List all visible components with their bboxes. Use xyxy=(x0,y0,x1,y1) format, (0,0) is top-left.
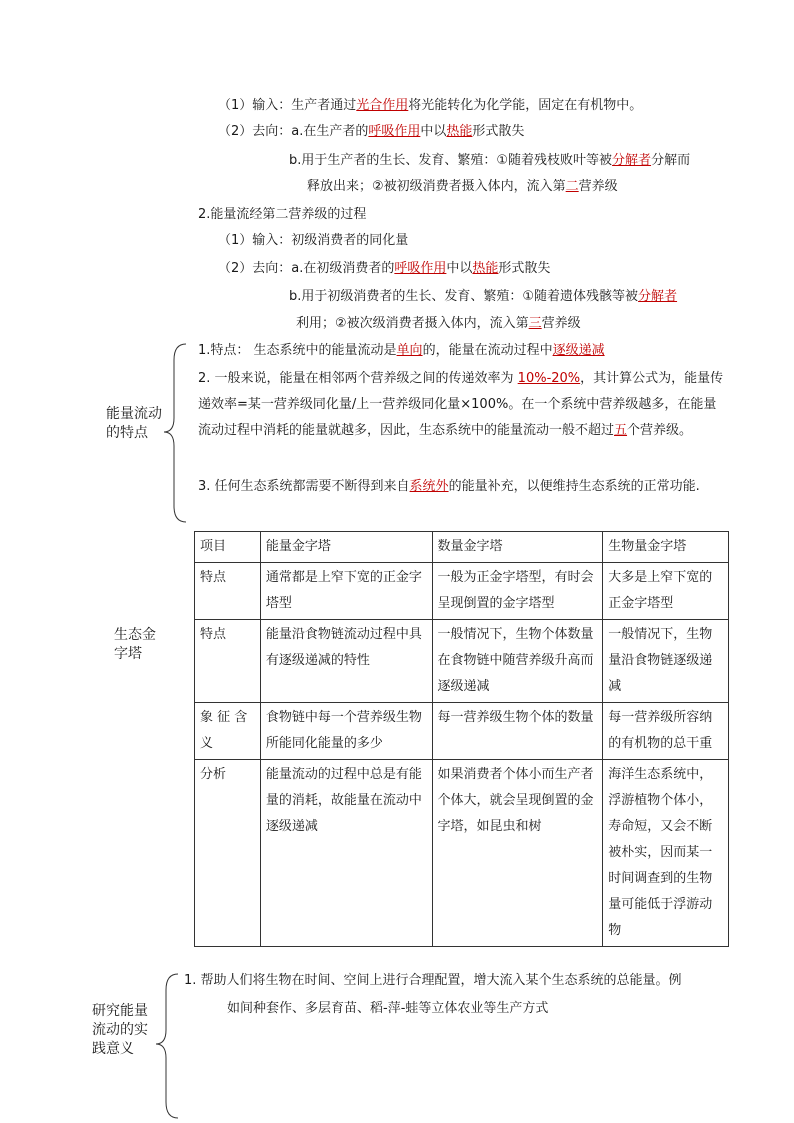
producer-flow-b-line1: b.用于生产者的生长、发育、繁殖：①随着残枝败叶等被分解者分解而 xyxy=(289,153,691,168)
table-row xyxy=(195,760,729,947)
table-header: 生物量金字塔 xyxy=(603,532,729,563)
producer-input-line: （1）输入：生产者通过光合作用将光能转化为化学能，固定在有机物中。 xyxy=(218,98,643,113)
section2-heading: 2.能量流经第二营养级的过程 xyxy=(198,207,367,222)
table-cell: 通常都是上窄下宽的正金字塔型 xyxy=(260,563,432,620)
table-cell: 特点 xyxy=(195,563,261,620)
practice-item-1: 1. 帮助人们将生物在时间、空间上进行合理配置，增大流入某个生态系统的总能量。例 xyxy=(184,973,682,988)
table-cell: 分析 xyxy=(195,760,261,947)
consumer-flow-a-line: （2）去向：a.在初级消费者的呼吸作用中以热能形式散失 xyxy=(218,261,551,276)
table-cell: 能量流动的过程中总是有能量的消耗，故能量在流动中逐级递减 xyxy=(260,760,432,947)
consumer-flow-b-line2: 利用；②被次级消费者摄入体内，流入第三营养级 xyxy=(296,316,581,331)
consumer-input-line: （1）输入：初级消费者的同化量 xyxy=(218,233,409,248)
table-row xyxy=(195,563,729,620)
table-cell: 食物链中每一个营养级生物所能同化能量的多少 xyxy=(260,703,432,760)
table-header: 数量金字塔 xyxy=(432,532,603,563)
practice-brace xyxy=(152,970,182,1122)
table-header: 项目 xyxy=(195,532,261,563)
feature-3: 3. 任何生态系统都需要不断得到来自系统外的能量补充，以便维持生态系统的正常功能. xyxy=(198,479,700,494)
highlight-photosynthesis: 光合作用 xyxy=(356,98,409,113)
table-cell: 象 征 含 义 xyxy=(195,703,261,760)
features-brace xyxy=(160,340,190,525)
pyramid-table xyxy=(194,531,729,947)
table-cell: 能量沿食物链流动过程中具有逐级递减的特性 xyxy=(260,620,432,703)
table-cell: 每一营养级生物个体的数量 xyxy=(432,703,603,760)
feature-1: 1.特点： 生态系统中的能量流动是单向的，能量在流动过程中逐级递减 xyxy=(198,343,605,358)
consumer-flow-b-line1: b.用于初级消费者的生长、发育、繁殖：①随着遗体残骸等被分解者 xyxy=(289,289,678,304)
producer-flow-a-line: （2）去向：a.在生产者的呼吸作用中以热能形式散失 xyxy=(218,124,525,139)
practice-side-label: 研究能量流动的实践意义 xyxy=(92,1003,148,1057)
pyramid-side-label: 生态金字塔 xyxy=(114,627,156,662)
features-side-label: 能量流动的特点 xyxy=(106,406,162,441)
practice-item-1-cont: 如间种套作、多层育苗、稻-萍-蛙等立体农业等生产方式 xyxy=(227,1001,549,1016)
feature-2: 2. 一般来说，能量在相邻两个营养级之间的传递效率为 10%-20%，其计算公式为，能量传递效率=某一营养级同化量/上一营养级同化量×100%。在一个系统中营养级越多，在能量流动过程中消耗的能量就越多，因此，生态系统中的能量流动一般不超过五个营养级。 xyxy=(198,371,724,438)
table-header: 能量金字塔 xyxy=(260,532,432,563)
table-cell: 一般为正金字塔型，有时会呈现倒置的金字塔型 xyxy=(432,563,603,620)
table-cell: 每一营养级所容纳的有机物的总干重 xyxy=(603,703,729,760)
table-cell: 大多是上窄下宽的正金字塔型 xyxy=(603,563,729,620)
table-cell: 如果消费者个体小而生产者个体大，就会呈现倒置的金字塔，如昆虫和树 xyxy=(432,760,603,947)
table-cell: 特点 xyxy=(195,620,261,703)
table-cell: 海洋生态系统中，浮游植物个体小，寿命短，又会不断被朴实，因而某一时间调查到的生物量可能低于浮游动物 xyxy=(603,760,729,947)
table-row xyxy=(195,703,729,760)
table-header-row xyxy=(195,532,729,563)
table-cell: 一般情况下，生物量沿食物链逐级递减 xyxy=(603,620,729,703)
table-cell: 一般情况下，生物个体数量在食物链中随营养级升高而逐级递减 xyxy=(432,620,603,703)
table-row xyxy=(195,620,729,703)
producer-flow-b-line2: 释放出来；②被初级消费者摄入体内，流入第二营养级 xyxy=(307,179,618,194)
